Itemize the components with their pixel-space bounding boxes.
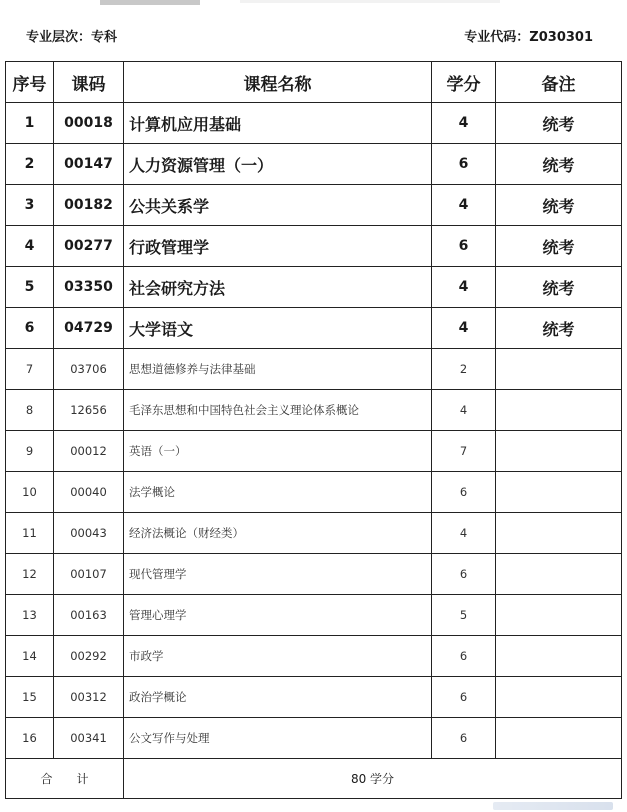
course-code: 12656 [54, 390, 124, 431]
course-note [496, 636, 622, 677]
course-code: 03706 [54, 349, 124, 390]
course-note: 统考 [496, 226, 622, 267]
row-number: 11 [6, 513, 54, 554]
column-header-code: 课码 [54, 62, 124, 103]
course-note: 统考 [496, 267, 622, 308]
course-name: 经济法概论（财经类） [124, 513, 432, 554]
course-credit: 6 [432, 144, 496, 185]
course-credit: 6 [432, 226, 496, 267]
course-credit: 6 [432, 636, 496, 677]
table-row [6, 103, 622, 144]
row-number: 7 [6, 349, 54, 390]
course-credit: 6 [432, 554, 496, 595]
course-name: 现代管理学 [124, 554, 432, 595]
course-note [496, 677, 622, 718]
course-code: 00163 [54, 595, 124, 636]
course-note [496, 431, 622, 472]
course-credit: 4 [432, 308, 496, 349]
course-code: 00292 [54, 636, 124, 677]
row-number: 10 [6, 472, 54, 513]
row-number: 14 [6, 636, 54, 677]
table-row [6, 226, 622, 267]
course-credit: 4 [432, 267, 496, 308]
column-header-no: 序号 [6, 62, 54, 103]
table-row [6, 185, 622, 226]
row-number: 9 [6, 431, 54, 472]
table-row [6, 472, 622, 513]
course-name: 行政管理学 [124, 226, 432, 267]
row-number: 3 [6, 185, 54, 226]
course-name: 社会研究方法 [124, 267, 432, 308]
row-number: 2 [6, 144, 54, 185]
course-code: 00147 [54, 144, 124, 185]
course-name: 人力资源管理（一） [124, 144, 432, 185]
course-note [496, 595, 622, 636]
table-row [6, 144, 622, 185]
table-header-row [6, 62, 622, 103]
course-name: 英语（一） [124, 431, 432, 472]
course-credit: 4 [432, 513, 496, 554]
course-code: 00040 [54, 472, 124, 513]
column-header-note: 备注 [496, 62, 622, 103]
table-row [6, 554, 622, 595]
total-label: 合 计 [6, 759, 124, 799]
course-note [496, 718, 622, 759]
table-row [6, 308, 622, 349]
table-row [6, 677, 622, 718]
course-note: 统考 [496, 144, 622, 185]
course-code: 00312 [54, 677, 124, 718]
course-code: 04729 [54, 308, 124, 349]
row-number: 13 [6, 595, 54, 636]
top-image-fragment [100, 0, 200, 5]
row-number: 1 [6, 103, 54, 144]
course-name: 管理心理学 [124, 595, 432, 636]
course-note [496, 472, 622, 513]
table-row [6, 636, 622, 677]
header-info [0, 26, 627, 48]
table-row [6, 595, 622, 636]
course-note: 统考 [496, 308, 622, 349]
watermark-logo [493, 802, 613, 810]
row-number: 12 [6, 554, 54, 595]
table-row [6, 431, 622, 472]
table-row [6, 718, 622, 759]
course-table [5, 61, 622, 799]
table-row [6, 513, 622, 554]
course-note [496, 554, 622, 595]
course-code: 00341 [54, 718, 124, 759]
course-code: 00018 [54, 103, 124, 144]
course-name: 公共关系学 [124, 185, 432, 226]
course-credit: 2 [432, 349, 496, 390]
course-name: 市政学 [124, 636, 432, 677]
course-credit: 4 [432, 103, 496, 144]
course-credit: 6 [432, 472, 496, 513]
course-credit: 6 [432, 718, 496, 759]
course-note [496, 390, 622, 431]
row-number: 5 [6, 267, 54, 308]
course-name: 大学语文 [124, 308, 432, 349]
table-row [6, 267, 622, 308]
row-number: 15 [6, 677, 54, 718]
course-note [496, 513, 622, 554]
course-note: 统考 [496, 103, 622, 144]
course-note [496, 349, 622, 390]
course-name: 法学概论 [124, 472, 432, 513]
course-name: 政治学概论 [124, 677, 432, 718]
course-credit: 5 [432, 595, 496, 636]
course-code: 00012 [54, 431, 124, 472]
major-code-label: 专业代码：Z030301 [464, 30, 593, 45]
course-code: 03350 [54, 267, 124, 308]
major-level-label: 专业层次：专科 [26, 30, 118, 45]
course-note: 统考 [496, 185, 622, 226]
course-code: 00043 [54, 513, 124, 554]
table-row [6, 390, 622, 431]
total-row [6, 759, 622, 799]
course-name: 计算机应用基础 [124, 103, 432, 144]
course-name: 公文写作与处理 [124, 718, 432, 759]
course-credit: 4 [432, 390, 496, 431]
course-name: 毛泽东思想和中国特色社会主义理论体系概论 [124, 390, 432, 431]
row-number: 4 [6, 226, 54, 267]
column-header-name: 课程名称 [124, 62, 432, 103]
course-credit: 6 [432, 677, 496, 718]
table-row [6, 349, 622, 390]
course-name: 思想道德修养与法律基础 [124, 349, 432, 390]
course-code: 00182 [54, 185, 124, 226]
top-image-fragment-light [240, 0, 500, 3]
course-code: 00277 [54, 226, 124, 267]
course-credit: 4 [432, 185, 496, 226]
row-number: 8 [6, 390, 54, 431]
course-code: 00107 [54, 554, 124, 595]
row-number: 6 [6, 308, 54, 349]
course-credit: 7 [432, 431, 496, 472]
total-value: 80 学分 [124, 759, 622, 799]
column-header-credit: 学分 [432, 62, 496, 103]
row-number: 16 [6, 718, 54, 759]
